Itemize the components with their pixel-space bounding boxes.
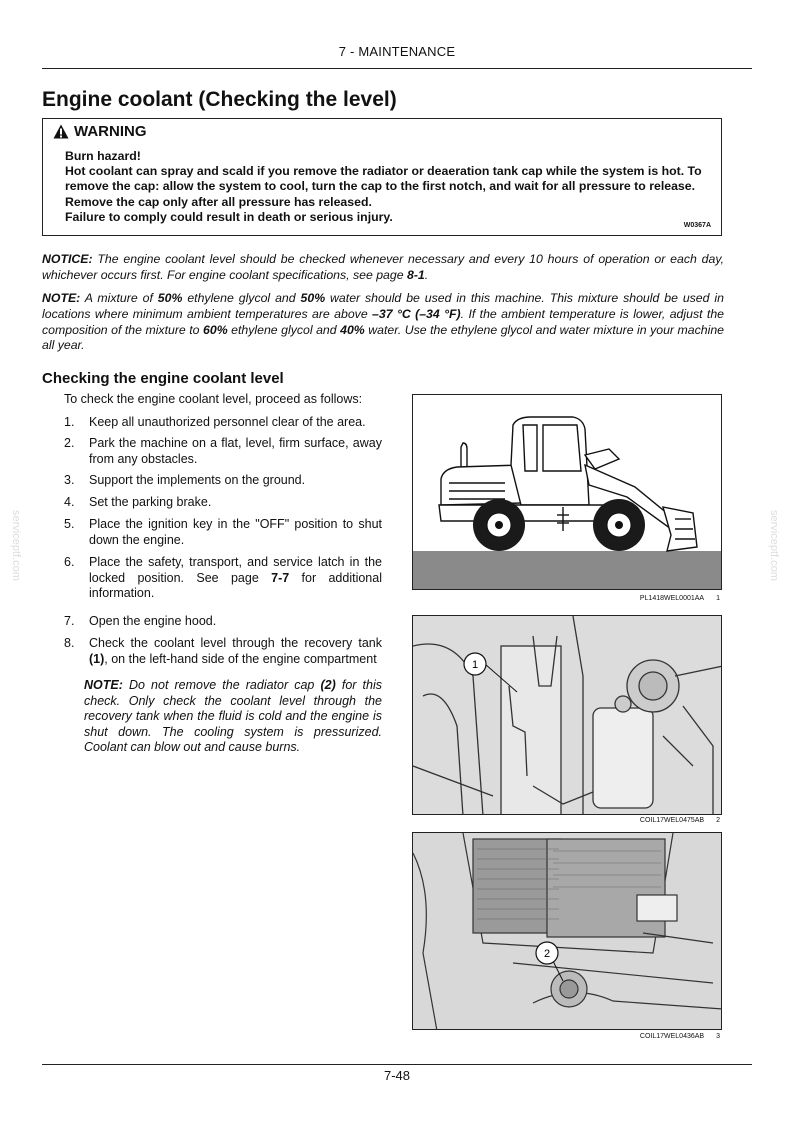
step-text: Keep all unauthorized personnel clear of the area. xyxy=(89,415,366,429)
warning-triangle-icon xyxy=(53,124,69,139)
step-number: 3. xyxy=(64,473,75,487)
figure-number: 2 xyxy=(716,817,720,824)
recovery-tank-photo xyxy=(413,616,722,815)
list-item xyxy=(64,436,382,467)
list-item xyxy=(64,415,382,431)
figure-caption xyxy=(412,817,722,824)
page-title: Engine coolant (Checking the level) xyxy=(42,88,397,111)
watermark-left: serviceptf.com xyxy=(10,510,22,581)
step-text xyxy=(89,555,382,602)
note-label: NOTE: xyxy=(42,291,81,305)
warning-box xyxy=(42,118,722,236)
warning-text xyxy=(65,149,711,225)
note-value: 60% xyxy=(203,322,228,337)
rear-wheel xyxy=(473,499,525,551)
note-text: ethylene glycol and xyxy=(227,322,341,337)
note-value: 50% xyxy=(157,291,183,305)
page-number: 7-48 xyxy=(383,1068,411,1083)
step-text: Place the ignition key in the "OFF" position to shut down the engine. xyxy=(89,517,382,547)
step-number: 8. xyxy=(64,636,75,650)
figure-number: 1 xyxy=(716,595,720,602)
step-number: 5. xyxy=(64,517,75,531)
warning-line: Hot coolant can spray and scald if you remove the radiator or deaeration tank cap while the system is hot. To remove the cap: allow the system to cool, turn the cap to the first notch, and wait for all pressure to release. Remove the cap only after all pressure has released. xyxy=(65,164,702,209)
step-number: 4. xyxy=(64,495,75,509)
procedure-intro: To check the engine coolant level, proceed as follows: xyxy=(64,392,363,406)
callout-number: 2 xyxy=(543,948,551,960)
step-page-ref: 7-7 xyxy=(271,570,290,585)
front-wheel xyxy=(593,499,645,551)
note-text: ethylene glycol and xyxy=(182,291,301,305)
step-text-part: , on the left-hand side of the engine compartment xyxy=(104,651,377,666)
figure-radiator-cap xyxy=(412,832,722,1030)
notice-label: NOTICE: xyxy=(42,252,93,266)
warning-heading xyxy=(53,123,147,140)
step-text xyxy=(89,636,382,667)
section-header: 7 - MAINTENANCE xyxy=(338,44,456,59)
notice-end: . xyxy=(424,267,429,282)
note-value: 40% xyxy=(340,322,365,337)
note-text: A mixture of xyxy=(80,291,158,305)
step-callout-ref: (1) xyxy=(89,651,105,666)
step-number: 6. xyxy=(64,555,75,569)
step-text-part: Place the safety, transport, and service latch in the locked position. See page xyxy=(89,555,382,585)
list-item xyxy=(64,495,382,511)
note-value: 50% xyxy=(300,291,326,305)
step-text: Support the implements on the ground. xyxy=(89,473,306,487)
warning-line: Burn hazard! xyxy=(65,149,141,163)
step-text-part: Check the coolant level through the recovery tank xyxy=(89,636,382,650)
figure-code: COIL17WEL0475AB xyxy=(639,817,705,824)
header-rule xyxy=(42,68,752,69)
note-text: water. Use the ethylene glycol and water mixture in your machine all year. xyxy=(42,322,725,353)
notice-text: The engine coolant level should be checked whenever necessary and every 10 hours of operation or each day, whichever occurs first. For engine coolant specifications, see page xyxy=(42,252,724,282)
list-item xyxy=(64,555,382,602)
subsection-title: Checking the engine coolant level xyxy=(42,370,284,387)
step-number: 7. xyxy=(64,614,75,628)
notice-page-ref: 8-1 xyxy=(407,267,425,282)
note-text: for this check. Only check the coolant level through the recovery tank when the fluid is cold and the engine is shut down. The cooling system is pressurized. Coolant can blow out and cause burns. xyxy=(84,678,382,755)
note-callout-ref: (2) xyxy=(320,678,336,692)
notice-paragraph xyxy=(42,252,724,284)
list-item xyxy=(64,517,382,548)
footer-rule xyxy=(42,1064,752,1065)
list-item xyxy=(64,614,382,630)
warning-line: Failure to comply could result in death or serious injury. xyxy=(65,209,393,224)
step-text: Set the parking brake. xyxy=(89,495,212,509)
watermark-right: serviceptf.com xyxy=(768,510,780,581)
note-text: water should be used in this machine. This mixture should be used in locations where minimum ambient temperatures are above xyxy=(42,291,724,321)
figure-number: 3 xyxy=(716,1033,720,1040)
figure-code: COIL17WEL0436AB xyxy=(639,1033,705,1040)
figure-caption xyxy=(412,595,722,602)
list-item xyxy=(64,473,382,489)
radiator-cap-photo xyxy=(413,833,722,1030)
radiator-cap-note xyxy=(84,678,382,756)
step-text-part: for additional information. xyxy=(89,570,382,600)
step-text: Park the machine on a flat, level, firm surface, away from any obstacles. xyxy=(89,436,382,466)
step-number: 1. xyxy=(64,415,75,429)
note-temperature: –37 °C (–34 °F) xyxy=(372,306,461,321)
mixture-note xyxy=(42,291,724,354)
note-label: NOTE: xyxy=(84,678,123,692)
step-text: Open the engine hood. xyxy=(89,614,217,628)
list-item xyxy=(64,636,382,667)
note-text: . If the ambient temperature is lower, adjust the composition of the mixture to xyxy=(42,306,724,337)
warning-code: W0367A xyxy=(683,222,711,229)
figure-code: PL1418WEL0001AA xyxy=(639,595,705,602)
wheel-loader-illustration xyxy=(413,395,722,590)
step-number: 2. xyxy=(64,436,75,450)
note-text: Do not remove the radiator cap xyxy=(122,678,321,692)
figure-recovery-tank xyxy=(412,615,722,815)
figure-caption xyxy=(412,1033,722,1040)
callout-number: 1 xyxy=(471,659,479,671)
figure-wheel-loader xyxy=(412,394,722,590)
warning-label: WARNING xyxy=(74,123,147,140)
